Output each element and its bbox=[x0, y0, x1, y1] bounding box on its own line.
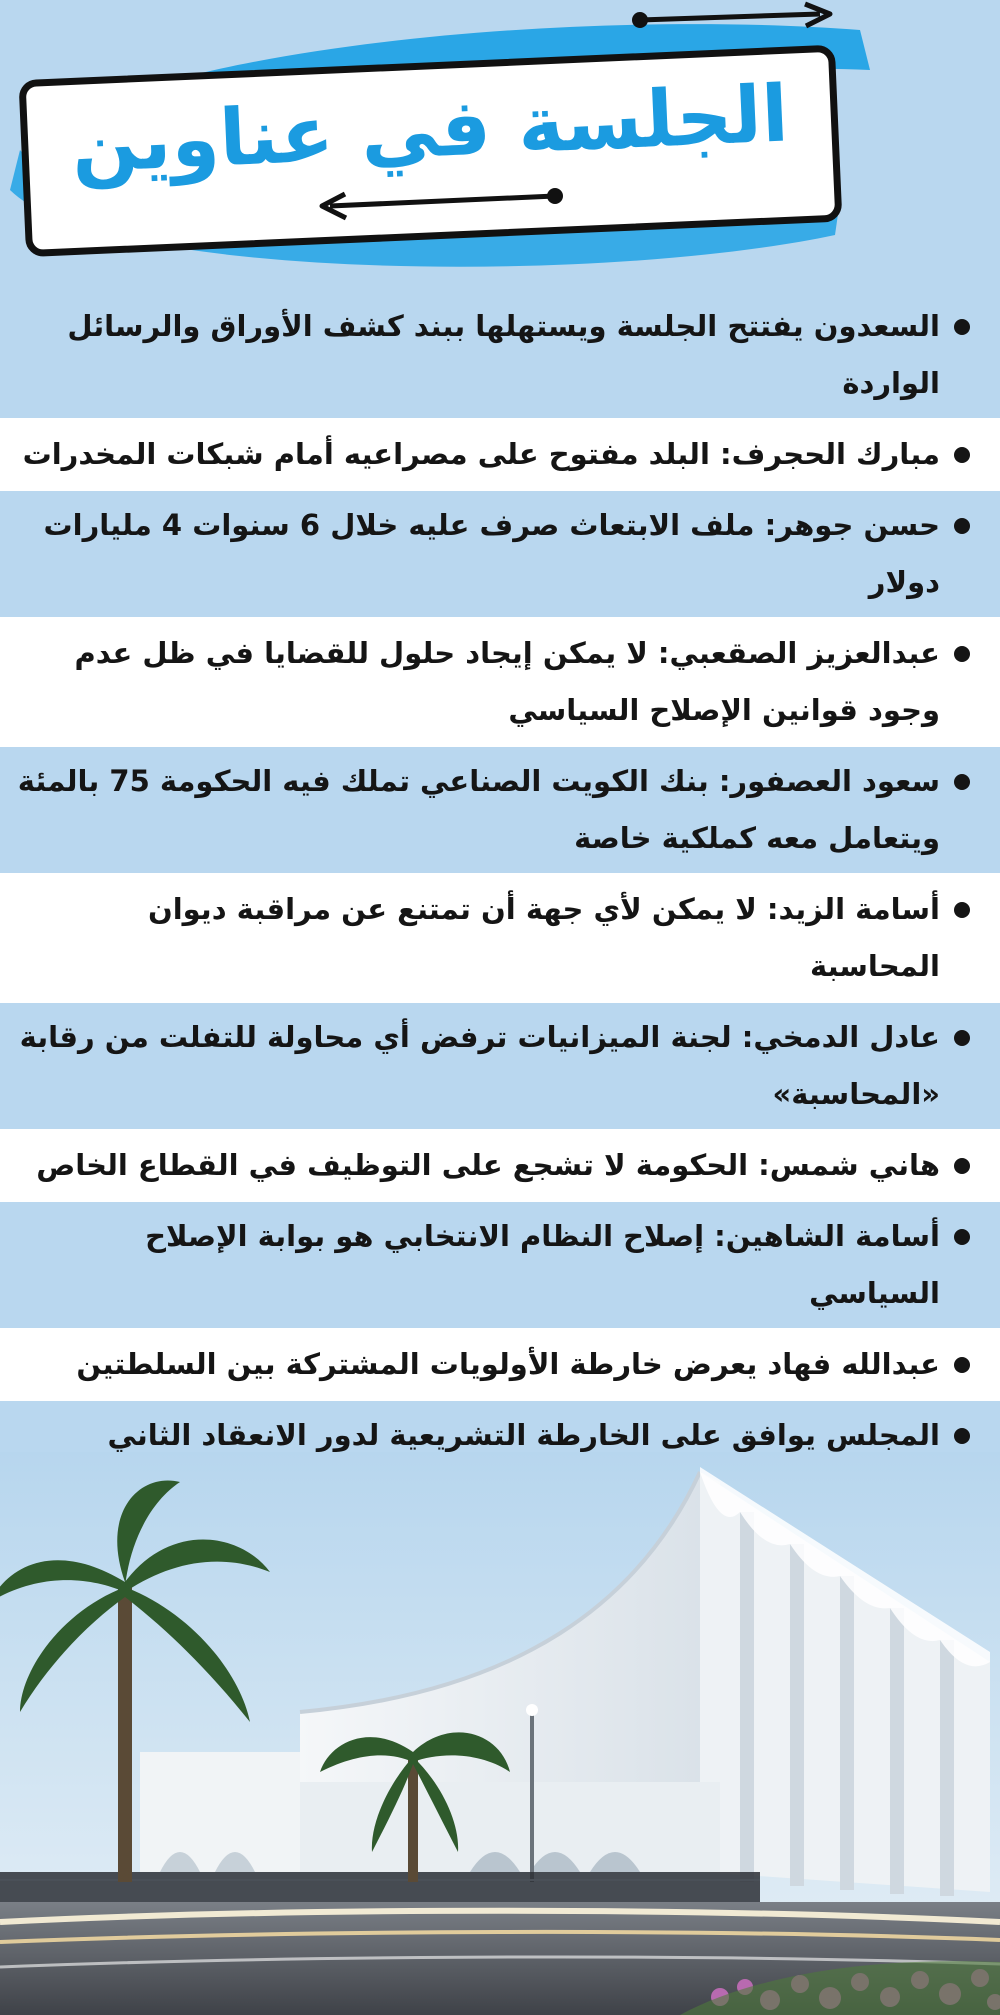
headline-item bbox=[0, 292, 1000, 420]
headline-text: أسامة الشاهين: إصلاح النظام الانتخابي هو بوابة الإصلاح السياسي bbox=[145, 1219, 940, 1310]
bullet-icon bbox=[954, 1428, 970, 1444]
bullet-icon bbox=[954, 319, 970, 335]
page-title: الجلسة في عناوين bbox=[69, 69, 791, 191]
bullet-icon bbox=[954, 447, 970, 463]
headline-item bbox=[0, 875, 1000, 1003]
headline-text: السعدون يفتتح الجلسة ويستهلها ببند كشف الأوراق والرسائل الواردة bbox=[67, 309, 940, 400]
headline-item bbox=[0, 1202, 1000, 1330]
headline-item bbox=[0, 420, 1000, 491]
headline-text: سعود العصفور: بنك الكويت الصناعي تملك فيه الحكومة 75 بالمئة ويتعامل معه كملكية خاصة bbox=[17, 764, 940, 855]
headline-item bbox=[0, 747, 1000, 875]
bullet-icon bbox=[954, 1030, 970, 1046]
headline-text: حسن جوهر: ملف الابتعاث صرف عليه خلال 6 سنوات 4 مليارات دولار bbox=[43, 508, 940, 599]
bullet-icon bbox=[954, 1357, 970, 1373]
headline-text: عبدالله فهاد يعرض خارطة الأولويات المشتركة بين السلطتين bbox=[76, 1347, 940, 1381]
headline-text: أسامة الزيد: لا يمكن لأي جهة أن تمتنع عن مراقبة ديوان المحاسبة bbox=[147, 892, 940, 983]
headline-item bbox=[0, 1330, 1000, 1401]
bullet-icon bbox=[954, 774, 970, 790]
headline-text: المجلس يوافق على الخارطة التشريعية لدور الانعقاد الثاني bbox=[107, 1418, 940, 1452]
headline-item bbox=[0, 1003, 1000, 1131]
headline-text: هاني شمس: الحكومة لا تشجع على التوظيف في القطاع الخاص bbox=[36, 1148, 940, 1182]
headline-text: مبارك الحجرف: البلد مفتوح على مصراعيه أمام شبكات المخدرات bbox=[22, 437, 940, 471]
bullet-icon bbox=[954, 902, 970, 918]
bullet-icon bbox=[954, 1229, 970, 1245]
bullet-icon bbox=[954, 518, 970, 534]
headline-item bbox=[0, 1131, 1000, 1202]
header-banner bbox=[0, 0, 1000, 300]
headline-text: عبدالعزيز الصقعبي: لا يمكن إيجاد حلول للقضايا في ظل عدم وجود قوانين الإصلاح السياسي bbox=[74, 636, 940, 727]
bullet-icon bbox=[954, 646, 970, 662]
parliament-building-photo bbox=[0, 1452, 1000, 2015]
bullet-icon bbox=[954, 1158, 970, 1174]
headline-item bbox=[0, 619, 1000, 747]
headline-item bbox=[0, 491, 1000, 619]
headline-text: عادل الدمخي: لجنة الميزانيات ترفض أي محاولة للتفلت من رقابة «المحاسبة» bbox=[19, 1020, 940, 1111]
